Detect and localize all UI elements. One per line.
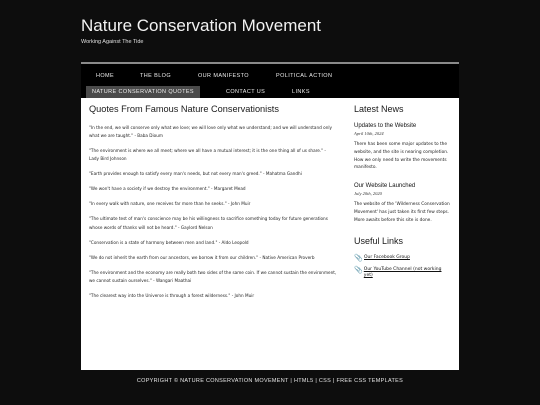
site-header bbox=[81, 16, 461, 45]
nav-item-political-action[interactable]: POLITICAL ACTION bbox=[276, 73, 333, 79]
youtube-channel-link[interactable]: Our YouTube Channel (not working yet) bbox=[363, 266, 442, 279]
quote: "We do not inherit the earth from our ancestors, we borrow it from our children." - Native American Proverb bbox=[89, 254, 315, 260]
site-tagline: Working Against The Tide bbox=[81, 39, 144, 45]
quote: "The clearest way into the Universe is through a forest wilderness." - John Muir bbox=[89, 292, 255, 298]
link-item bbox=[354, 267, 450, 280]
news-item-title[interactable]: Updates to the Website bbox=[354, 123, 417, 129]
quote: "In every walk with nature, one receives far more than he seeks." - John Muir bbox=[89, 201, 251, 207]
quote: "In the end, we will conserve only what we love; we will love only what we understand; and we will understand only what we are taught." - Baba Dioum bbox=[89, 125, 332, 139]
nav-item-manifesto[interactable]: OUR MANIFESTO bbox=[198, 73, 249, 79]
nav-item-links[interactable]: LINKS bbox=[292, 89, 310, 95]
quote: "Conservation is a state of harmony between men and land." - Aldo Leopold bbox=[89, 239, 249, 245]
facebook-group-link[interactable]: Our Facebook Group bbox=[364, 254, 410, 260]
useful-links-heading: Useful Links bbox=[354, 235, 404, 246]
news-item-body: The website of the 'Wilderness Conservation Movement' has just taken its first few steps. More awaits before this site is done. bbox=[354, 202, 450, 223]
site-title[interactable]: Nature Conservation Movement bbox=[81, 16, 322, 35]
nav-item-blog[interactable]: THE BLOG bbox=[140, 73, 172, 79]
quote: "The environment and the economy are really both two sides of the same coin. If we cannot sustain the environment, we cannot sustain ourselves." - Wangari Maathai bbox=[89, 269, 337, 283]
quote: "Earth provides enough to satisfy every man's needs, but not every man's greed." - Mahatma Gandhi bbox=[89, 171, 302, 177]
nav-item-home[interactable]: HOME bbox=[96, 73, 115, 79]
page-title: Quotes From Famous Nature Conservationists bbox=[89, 104, 279, 114]
quote: "The environment is where we all meet; where we all have a mutual interest; it is the one thing all of us share." - Lady Bird Johnson bbox=[89, 148, 326, 162]
news-item-date: July 20th, 2020 bbox=[354, 191, 382, 197]
news-item-body: There has been some major updates to the website, and the site is nearing completion. How we only need to write the movements manifesto. bbox=[354, 142, 449, 171]
main-column bbox=[89, 104, 337, 307]
paperclip-icon: 📎 bbox=[354, 266, 363, 274]
footer: COPYRIGHT © NATURE CONSERVATION MOVEMENT | HTML5 | CSS | FREE CSS TEMPLATES bbox=[136, 378, 404, 384]
latest-news-heading: Latest News bbox=[354, 104, 404, 114]
nav-item-quotes[interactable]: NATURE CONSERVATION QUOTES bbox=[86, 86, 200, 98]
sidebar bbox=[354, 104, 450, 284]
news-item-date: April 10th, 2024 bbox=[354, 131, 384, 136]
quote: "The ultimate test of man's conscience may be his willingness to sacrifice something today for future generations whose words of thanks will not be heard." - Gaylord Nelson bbox=[89, 216, 328, 230]
main-nav bbox=[81, 62, 459, 100]
quote: "We won't have a society if we destroy the environment." - Margaret Mead bbox=[89, 186, 246, 192]
news-item-title[interactable]: Our Website Launched bbox=[354, 183, 416, 190]
content-area bbox=[81, 98, 459, 370]
paperclip-icon: 📎 bbox=[354, 254, 363, 262]
link-item bbox=[354, 255, 450, 263]
nav-item-contact[interactable]: CONTACT US bbox=[226, 89, 266, 95]
